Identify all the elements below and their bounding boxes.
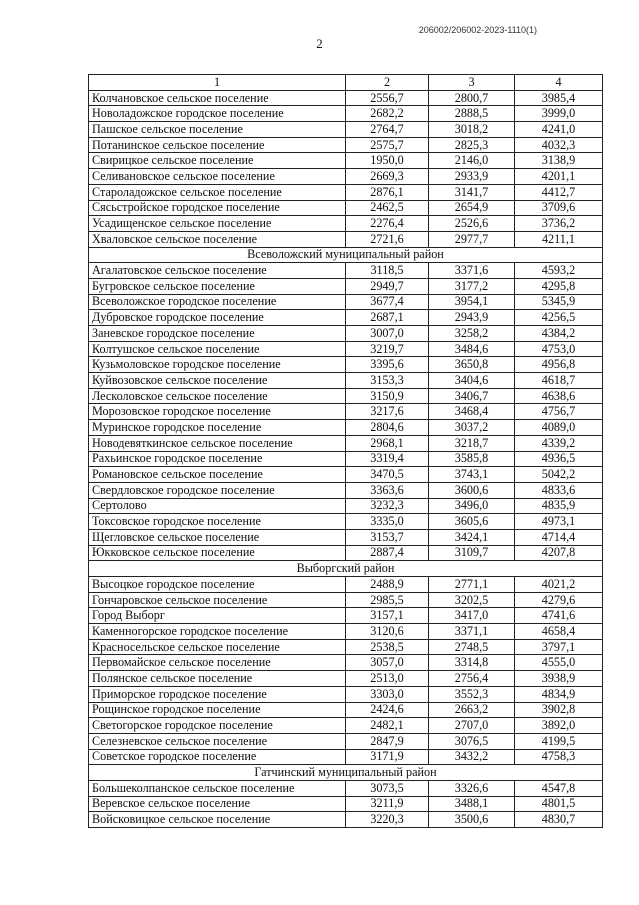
value-col-2: 3157,1	[346, 608, 429, 624]
settlement-name: Заневское городское поселение	[89, 326, 346, 342]
table-row	[89, 357, 603, 373]
value-col-4: 3736,2	[515, 216, 603, 232]
value-col-4: 4199,5	[515, 733, 603, 749]
value-col-4: 3902,8	[515, 702, 603, 718]
value-col-4: 4201,1	[515, 169, 603, 185]
value-col-2: 2669,3	[346, 169, 429, 185]
table-row	[89, 310, 603, 326]
settlement-name: Войсковицкое сельское поселение	[89, 812, 346, 828]
settlement-name: Высоцкое городское поселение	[89, 577, 346, 593]
table-row	[89, 169, 603, 185]
table-row	[89, 467, 603, 483]
header-cell-2: 2	[346, 75, 429, 91]
value-col-4: 4032,3	[515, 137, 603, 153]
value-col-2: 3057,0	[346, 655, 429, 671]
value-col-3: 2663,2	[429, 702, 515, 718]
value-col-2: 3007,0	[346, 326, 429, 342]
value-col-3: 2977,7	[429, 231, 515, 247]
value-col-3: 3500,6	[429, 812, 515, 828]
settlement-name: Большеколпанское сельское поселение	[89, 780, 346, 796]
value-col-2: 3153,7	[346, 529, 429, 545]
settlement-name: Селивановское сельское поселение	[89, 169, 346, 185]
table-row	[89, 514, 603, 530]
value-col-3: 3417,0	[429, 608, 515, 624]
value-col-4: 3938,9	[515, 671, 603, 687]
value-col-4: 4339,2	[515, 435, 603, 451]
table-row	[89, 592, 603, 608]
table-row	[89, 608, 603, 624]
value-col-4: 3797,1	[515, 639, 603, 655]
value-col-3: 3743,1	[429, 467, 515, 483]
value-col-3: 2748,5	[429, 639, 515, 655]
value-col-3: 2888,5	[429, 106, 515, 122]
value-col-2: 2488,9	[346, 577, 429, 593]
value-col-4: 4279,6	[515, 592, 603, 608]
table-row	[89, 545, 603, 561]
value-col-2: 2556,7	[346, 90, 429, 106]
settlement-name: Всеволожское городское поселение	[89, 294, 346, 310]
settlement-name: Рахьинское городское поселение	[89, 451, 346, 467]
value-col-2: 2764,7	[346, 122, 429, 138]
table-row	[89, 702, 603, 718]
value-col-3: 2526,6	[429, 216, 515, 232]
settlement-name: Лесколовское сельское поселение	[89, 388, 346, 404]
settlement-name: Веревское сельское поселение	[89, 796, 346, 812]
settlement-name: Кузьмоловское городское поселение	[89, 357, 346, 373]
settlement-name: Дубровское городское поселение	[89, 310, 346, 326]
table-row	[89, 780, 603, 796]
settlement-name: Селезневское сельское поселение	[89, 733, 346, 749]
value-col-3: 3202,5	[429, 592, 515, 608]
value-col-4: 4089,0	[515, 420, 603, 436]
value-col-3: 3258,2	[429, 326, 515, 342]
value-col-4: 4833,6	[515, 482, 603, 498]
value-col-4: 4207,8	[515, 545, 603, 561]
value-col-4: 4834,9	[515, 686, 603, 702]
settlement-name: Свирицкое сельское поселение	[89, 153, 346, 169]
table-row	[89, 420, 603, 436]
table-row	[89, 388, 603, 404]
value-col-3: 2146,0	[429, 153, 515, 169]
value-col-3: 3600,6	[429, 482, 515, 498]
value-col-2: 3363,6	[346, 482, 429, 498]
value-col-3: 3432,2	[429, 749, 515, 765]
value-col-4: 3709,6	[515, 200, 603, 216]
value-col-2: 2682,2	[346, 106, 429, 122]
table-row	[89, 482, 603, 498]
value-col-2: 3319,4	[346, 451, 429, 467]
value-col-3: 3424,1	[429, 529, 515, 545]
value-col-3: 2933,9	[429, 169, 515, 185]
value-col-4: 4835,9	[515, 498, 603, 514]
value-col-2: 3470,5	[346, 467, 429, 483]
value-col-3: 3404,6	[429, 373, 515, 389]
value-col-2: 3171,9	[346, 749, 429, 765]
value-col-2: 2949,7	[346, 278, 429, 294]
value-col-2: 1950,0	[346, 153, 429, 169]
value-col-2: 3118,5	[346, 263, 429, 279]
value-col-2: 3211,9	[346, 796, 429, 812]
value-col-2: 3335,0	[346, 514, 429, 530]
value-col-2: 3073,5	[346, 780, 429, 796]
value-col-3: 3488,1	[429, 796, 515, 812]
settlement-name: Колчановское сельское поселение	[89, 90, 346, 106]
table-row	[89, 106, 603, 122]
header-cell-1: 1	[89, 75, 346, 91]
settlement-name: Романовское сельское поселение	[89, 467, 346, 483]
settlement-name: Бугровское сельское поселение	[89, 278, 346, 294]
value-col-3: 3109,7	[429, 545, 515, 561]
value-col-2: 2985,5	[346, 592, 429, 608]
settlement-name: Усадищенское сельское поселение	[89, 216, 346, 232]
value-col-3: 3018,2	[429, 122, 515, 138]
settlement-name: Куйвозовское сельское поселение	[89, 373, 346, 389]
value-col-3: 3371,1	[429, 624, 515, 640]
value-col-2: 3217,6	[346, 404, 429, 420]
value-col-4: 4830,7	[515, 812, 603, 828]
value-col-4: 4973,1	[515, 514, 603, 530]
table-row	[89, 624, 603, 640]
table-row	[89, 639, 603, 655]
settlement-name: Новоладожское городское поселение	[89, 106, 346, 122]
settlement-name: Морозовское городское поселение	[89, 404, 346, 420]
value-col-3: 3371,6	[429, 263, 515, 279]
settlement-name: Щегловское сельское поселение	[89, 529, 346, 545]
table-row	[89, 373, 603, 389]
table-row	[89, 655, 603, 671]
table-row	[89, 451, 603, 467]
settlement-name: Потанинское сельское поселение	[89, 137, 346, 153]
value-col-3: 2654,9	[429, 200, 515, 216]
value-col-2: 3120,6	[346, 624, 429, 640]
value-col-3: 3141,7	[429, 184, 515, 200]
value-col-2: 2968,1	[346, 435, 429, 451]
value-col-2: 2887,4	[346, 545, 429, 561]
section-row	[89, 247, 603, 263]
value-col-3: 3326,6	[429, 780, 515, 796]
value-col-4: 3138,9	[515, 153, 603, 169]
settlement-name: Рощинское городское поселение	[89, 702, 346, 718]
value-col-2: 3220,3	[346, 812, 429, 828]
table-row	[89, 686, 603, 702]
value-col-3: 3037,2	[429, 420, 515, 436]
settlement-name: Агалатовское сельское поселение	[89, 263, 346, 279]
value-col-3: 2943,9	[429, 310, 515, 326]
value-col-3: 2756,4	[429, 671, 515, 687]
table-row	[89, 529, 603, 545]
value-col-3: 3484,6	[429, 341, 515, 357]
value-col-3: 2707,0	[429, 718, 515, 734]
value-col-4: 4758,3	[515, 749, 603, 765]
value-col-3: 3406,7	[429, 388, 515, 404]
value-col-3: 3314,8	[429, 655, 515, 671]
value-col-4: 3999,0	[515, 106, 603, 122]
value-col-2: 3150,9	[346, 388, 429, 404]
section-title: Всеволожский муниципальный район	[89, 247, 603, 263]
value-col-4: 4241,0	[515, 122, 603, 138]
settlement-name: Муринское городское поселение	[89, 420, 346, 436]
value-col-2: 2687,1	[346, 310, 429, 326]
settlement-name: Хваловское сельское поселение	[89, 231, 346, 247]
header-cell-4: 4	[515, 75, 603, 91]
settlement-name: Сертолово	[89, 498, 346, 514]
section-title: Гатчинский муниципальный район	[89, 765, 603, 781]
table-row	[89, 278, 603, 294]
value-col-2: 2876,1	[346, 184, 429, 200]
table-row	[89, 812, 603, 828]
value-col-2: 2482,1	[346, 718, 429, 734]
value-col-3: 3650,8	[429, 357, 515, 373]
value-col-3: 2825,3	[429, 137, 515, 153]
section-title: Выборгский район	[89, 561, 603, 577]
value-col-4: 3985,4	[515, 90, 603, 106]
settlement-name: Пашское сельское поселение	[89, 122, 346, 138]
value-col-4: 4638,6	[515, 388, 603, 404]
table-row	[89, 263, 603, 279]
value-col-4: 4756,7	[515, 404, 603, 420]
value-col-3: 3496,0	[429, 498, 515, 514]
value-col-4: 3892,0	[515, 718, 603, 734]
value-col-4: 4547,8	[515, 780, 603, 796]
value-col-4: 5345,9	[515, 294, 603, 310]
settlement-name: Токсовское городское поселение	[89, 514, 346, 530]
value-col-4: 4714,4	[515, 529, 603, 545]
value-col-2: 3219,7	[346, 341, 429, 357]
value-col-4: 4956,8	[515, 357, 603, 373]
settlement-name: Гончаровское сельское поселение	[89, 592, 346, 608]
table-row	[89, 749, 603, 765]
table-row	[89, 671, 603, 687]
value-col-4: 4658,4	[515, 624, 603, 640]
settlement-name: Первомайское сельское поселение	[89, 655, 346, 671]
settlement-name: Новодевяткинское сельское поселение	[89, 435, 346, 451]
table-row	[89, 733, 603, 749]
value-col-3: 3552,3	[429, 686, 515, 702]
table-row	[89, 796, 603, 812]
value-col-3: 3177,2	[429, 278, 515, 294]
value-col-4: 4021,2	[515, 577, 603, 593]
table-row	[89, 404, 603, 420]
value-col-2: 2424,6	[346, 702, 429, 718]
settlement-name: Сясьстройское городское поселение	[89, 200, 346, 216]
settlement-name: Полянское сельское поселение	[89, 671, 346, 687]
value-col-2: 3395,6	[346, 357, 429, 373]
table-row	[89, 122, 603, 138]
value-col-2: 3677,4	[346, 294, 429, 310]
value-col-2: 2462,5	[346, 200, 429, 216]
table-row	[89, 216, 603, 232]
table-row	[89, 498, 603, 514]
value-col-3: 3954,1	[429, 294, 515, 310]
value-col-2: 3153,3	[346, 373, 429, 389]
settlement-name: Приморское городское поселение	[89, 686, 346, 702]
value-col-2: 3303,0	[346, 686, 429, 702]
table-row	[89, 137, 603, 153]
table-row	[89, 231, 603, 247]
value-col-4: 4936,5	[515, 451, 603, 467]
table-row	[89, 153, 603, 169]
value-col-2: 2847,9	[346, 733, 429, 749]
settlement-name: Юкковское сельское поселение	[89, 545, 346, 561]
page-number: 2	[316, 36, 323, 51]
value-col-3: 3218,7	[429, 435, 515, 451]
header-cell-3: 3	[429, 75, 515, 91]
data-table	[88, 74, 603, 828]
table-row	[89, 200, 603, 216]
value-col-3: 3585,8	[429, 451, 515, 467]
value-col-3: 2771,1	[429, 577, 515, 593]
settlement-name: Красносельское сельское поселение	[89, 639, 346, 655]
settlement-name: Каменногорское городское поселение	[89, 624, 346, 640]
value-col-2: 2513,0	[346, 671, 429, 687]
table-row	[89, 294, 603, 310]
value-col-4: 4618,7	[515, 373, 603, 389]
settlement-name: Староладожское сельское поселение	[89, 184, 346, 200]
value-col-4: 4412,7	[515, 184, 603, 200]
value-col-2: 2575,7	[346, 137, 429, 153]
value-col-3: 2800,7	[429, 90, 515, 106]
table-row	[89, 184, 603, 200]
value-col-3: 3076,5	[429, 733, 515, 749]
value-col-3: 3605,6	[429, 514, 515, 530]
section-row	[89, 561, 603, 577]
value-col-4: 4593,2	[515, 263, 603, 279]
value-col-3: 3468,4	[429, 404, 515, 420]
value-col-4: 4753,0	[515, 341, 603, 357]
value-col-4: 5042,2	[515, 467, 603, 483]
value-col-4: 4256,5	[515, 310, 603, 326]
value-col-4: 4384,2	[515, 326, 603, 342]
value-col-4: 4555,0	[515, 655, 603, 671]
header-row	[89, 75, 603, 91]
table-row	[89, 577, 603, 593]
settlement-name: Колтушское сельское поселение	[89, 341, 346, 357]
table-row	[89, 326, 603, 342]
value-col-4: 4211,1	[515, 231, 603, 247]
value-col-4: 4741,6	[515, 608, 603, 624]
value-col-2: 2804,6	[346, 420, 429, 436]
table-row	[89, 341, 603, 357]
document-id: 206002/206002-2023-1110(1)	[418, 25, 537, 35]
value-col-2: 2276,4	[346, 216, 429, 232]
table-row	[89, 718, 603, 734]
value-col-4: 4295,8	[515, 278, 603, 294]
settlement-name: Советское городское поселение	[89, 749, 346, 765]
settlement-name: Город Выборг	[89, 608, 346, 624]
table-row	[89, 435, 603, 451]
value-col-4: 4801,5	[515, 796, 603, 812]
value-col-2: 3232,3	[346, 498, 429, 514]
settlement-name: Светогорское городское поселение	[89, 718, 346, 734]
value-col-2: 2538,5	[346, 639, 429, 655]
table-row	[89, 90, 603, 106]
section-row	[89, 765, 603, 781]
settlement-name: Свердловское городское поселение	[89, 482, 346, 498]
value-col-2: 2721,6	[346, 231, 429, 247]
